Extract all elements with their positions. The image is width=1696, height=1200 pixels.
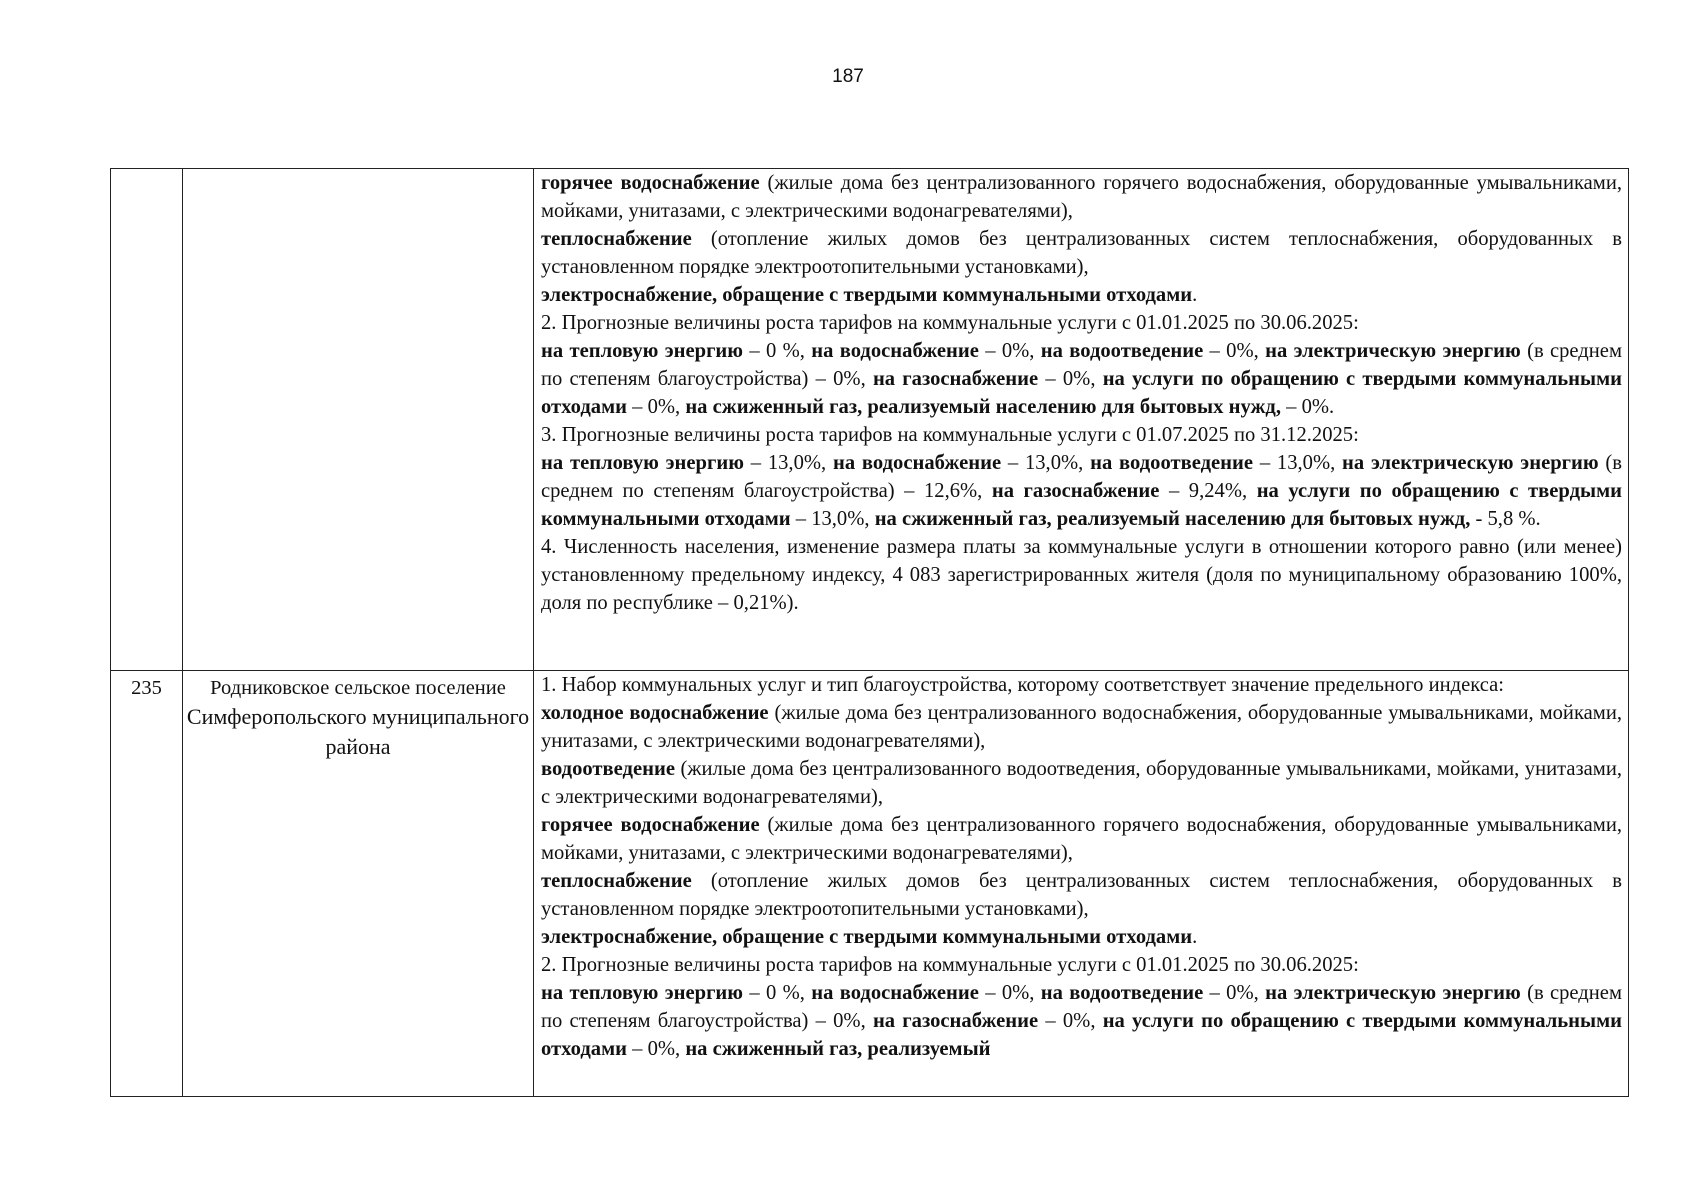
text-run: – 0%, xyxy=(1203,340,1266,362)
text-run: 1. Набор коммунальных услуг и тип благоустройства, которому соответствует значение предельного индекса: xyxy=(541,674,1504,696)
paragraph xyxy=(541,309,1622,337)
bold-text: на услуги по обращению с твердыми коммунальными отходами xyxy=(541,480,1622,530)
bold-text: горячее водоснабжение xyxy=(541,172,760,194)
text-run: (жилые дома без централизованного водоснабжения, оборудованные умывальниками, мойками, унитазами, с электрическими водонагревателями), xyxy=(541,702,1622,752)
text-run: (в среднем по степеням благоустройства) – 0%, xyxy=(541,982,1622,1032)
paragraph xyxy=(541,867,1622,923)
paragraph xyxy=(541,533,1622,617)
paragraph xyxy=(541,951,1622,979)
row-number-cell xyxy=(111,671,183,1097)
bold-text: на водоснабжение xyxy=(811,340,979,362)
text-run: – 0 %, xyxy=(743,982,812,1004)
text-run: 4. Численность населения, изменение размера платы за коммунальные услуги в отношении которого равно (или менее) установленному предельному индексу, 4 083 зарегистрированных жителя (доля по муниципальному образованию 100%, доля по республике – 0,21%). xyxy=(541,536,1622,614)
paragraph xyxy=(541,421,1622,449)
bold-text: на сжиженный газ, реализуемый населению для бытовых нужд, xyxy=(685,396,1281,418)
bold-text: на тепловую энергию xyxy=(541,452,744,474)
text-run: 2. Прогнозные величины роста тарифов на коммунальные услуги с 01.01.2025 по 30.06.2025: xyxy=(541,954,1359,976)
paragraph xyxy=(541,671,1622,699)
text-run: – 0 %, xyxy=(743,340,812,362)
paragraph xyxy=(541,337,1622,421)
bold-text: электроснабжение, обращение с твердыми коммунальными отходами xyxy=(541,284,1193,306)
paragraph xyxy=(541,281,1622,309)
text-run: – 0%. xyxy=(1280,396,1335,418)
municipality-name-line1: Родниковское сельское поселение xyxy=(210,677,506,699)
bold-text: на водоотведение xyxy=(1040,982,1204,1004)
tariff-table xyxy=(110,168,1629,1097)
description-cell xyxy=(534,671,1629,1097)
paragraph xyxy=(541,979,1622,1063)
paragraph xyxy=(541,449,1622,533)
row-number: 235 xyxy=(131,677,162,699)
text-run: – 0%, xyxy=(978,982,1041,1004)
text-run: (жилые дома без централизованного горячего водоснабжения, оборудованные умывальниками, мойками, унитазами, с электрическими водонагревателями), xyxy=(541,172,1622,222)
bold-text: на услуги по обращению с твердыми коммунальными отходами xyxy=(541,368,1622,418)
text-run: – 13,0%, xyxy=(790,508,875,530)
bold-text: на газоснабжение xyxy=(991,480,1160,502)
bold-text: теплоснабжение xyxy=(541,228,692,250)
paragraph xyxy=(541,923,1622,951)
bold-text: на водоотведение xyxy=(1040,340,1204,362)
description-cell xyxy=(534,169,1629,671)
bold-text: на тепловую энергию xyxy=(541,340,744,362)
text-run: (отопление жилых домов без централизованных систем теплоснабжения, оборудованных в установленном порядке электроотопительными установками), xyxy=(541,870,1622,920)
bold-text: теплоснабжение xyxy=(541,870,692,892)
bold-text: на сжиженный газ, реализуемый населению для бытовых нужд, xyxy=(874,508,1471,530)
text-run: – 0%, xyxy=(626,1038,686,1060)
text-run: – 0%, xyxy=(1038,368,1103,390)
text-run: (отопление жилых домов без централизованных систем теплоснабжения, оборудованных в установленном порядке электроотопительными установками), xyxy=(541,228,1622,278)
municipality-name xyxy=(183,169,533,172)
text-run: – 9,24%, xyxy=(1159,480,1257,502)
bold-text: на водоснабжение xyxy=(811,982,979,1004)
paragraph xyxy=(541,755,1622,811)
municipality-name-line2: Симферопольского муниципального района xyxy=(186,704,530,759)
paragraph xyxy=(541,225,1622,281)
text-run: (в среднем по степеням благоустройства) – 12,6%, xyxy=(541,452,1622,502)
text-run: – 13,0%, xyxy=(1253,452,1343,474)
bold-text: на водоотведение xyxy=(1090,452,1254,474)
paragraph xyxy=(541,169,1622,225)
text-run: – 13,0%, xyxy=(743,452,833,474)
text-run: (жилые дома без централизованного горячего водоснабжения, оборудованные умывальниками, мойками, унитазами, с электрическими водонагревателями), xyxy=(541,814,1622,864)
bold-text: на электрическую энергию xyxy=(1265,340,1521,362)
row-number-cell xyxy=(111,169,183,671)
text-run: – 0%, xyxy=(1038,1010,1103,1032)
municipality-cell xyxy=(183,169,534,671)
row-number xyxy=(111,169,182,172)
paragraph xyxy=(541,699,1622,755)
text-run: 2. Прогнозные величины роста тарифов на коммунальные услуги с 01.01.2025 по 30.06.2025: xyxy=(541,312,1359,334)
bold-text: на тепловую энергию xyxy=(541,982,744,1004)
description-text xyxy=(541,169,1622,670)
text-run: – 0%, xyxy=(626,396,686,418)
bold-text: на сжиженный газ, реализуемый xyxy=(685,1038,991,1060)
bold-text: на электрическую энергию xyxy=(1342,452,1599,474)
bold-text: на водоснабжение xyxy=(832,452,1002,474)
bold-text: на электрическую энергию xyxy=(1265,982,1521,1004)
text-run: – 0%, xyxy=(978,340,1041,362)
bold-text: горячее водоснабжение xyxy=(541,814,760,836)
bold-text: на газоснабжение xyxy=(872,1010,1039,1032)
paragraph xyxy=(541,811,1622,867)
text-run: – 0%, xyxy=(1203,982,1266,1004)
bold-text: водоотведение xyxy=(541,758,675,780)
municipality-cell xyxy=(183,671,534,1097)
text-run: . xyxy=(1192,926,1198,948)
municipality-name xyxy=(183,671,533,762)
table-row xyxy=(111,169,1629,671)
text-run: (в среднем по степеням благоустройства) – 0%, xyxy=(541,340,1622,390)
page-number: 187 xyxy=(832,66,864,87)
text-run: – 13,0%, xyxy=(1001,452,1091,474)
table-row xyxy=(111,671,1629,1097)
text-run: 3. Прогнозные величины роста тарифов на коммунальные услуги с 01.07.2025 по 31.12.2025: xyxy=(541,424,1359,446)
bold-text: электроснабжение, обращение с твердыми коммунальными отходами xyxy=(541,926,1193,948)
bold-text: на газоснабжение xyxy=(872,368,1039,390)
text-run: . xyxy=(1192,284,1198,306)
bold-text: холодное водоснабжение xyxy=(541,702,769,724)
text-run: (жилые дома без централизованного водоотведения, оборудованные умывальниками, мойками, унитазами, с электрическими водонагревателями), xyxy=(541,758,1622,808)
text-run: - 5,8 %. xyxy=(1470,508,1541,530)
bold-text: на услуги по обращению с твердыми коммунальными отходами xyxy=(541,1010,1622,1060)
description-text xyxy=(541,671,1622,1096)
